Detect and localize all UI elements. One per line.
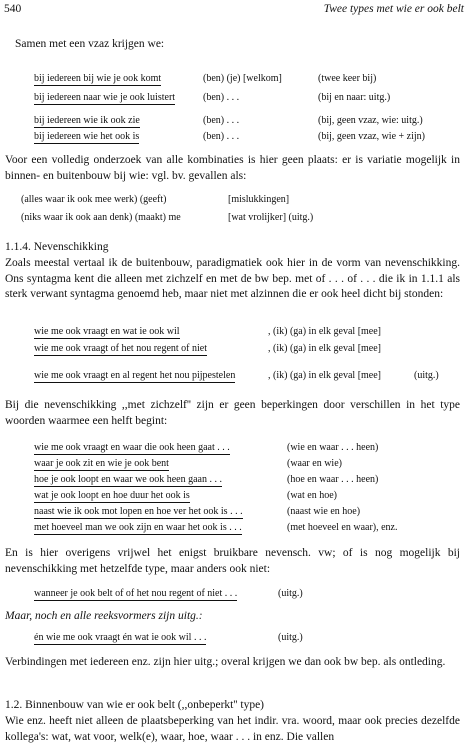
example-line [34, 92, 175, 104]
example-line [34, 370, 235, 382]
example-line [34, 506, 243, 518]
example-phrase: naast wie ik ook mot lopen en hoe ver het ook is . . . [34, 506, 243, 517]
example-phrase: wie me ook vraagt en al regent het nou pijpestelen [34, 370, 236, 381]
section-heading: 1.1.4. Nevenschikking [5, 241, 109, 253]
example-note: (bij en naar: uitg.) [318, 92, 391, 103]
example-line [34, 131, 139, 143]
example-note: (waar en wie) [287, 458, 342, 469]
example-line [34, 522, 242, 534]
example-note: (naast wie en hoe) [287, 506, 361, 517]
page-header [4, 3, 464, 17]
example-line [34, 442, 230, 454]
example-rest: , (ik) (ga) in elk geval [mee] [268, 326, 382, 337]
paragraph: Bij die nevenschikking ,,met zichzelf'' zijn er geen beperkingen door verschillen in het type woorden waarmee een helft begint: [5, 399, 460, 427]
example-note: (bij, geen vzaz, wie + zijn) [318, 131, 425, 142]
section-heading: 1.2. Binnenbouw van wie er ook belt (,,onbeperkt'' type) [5, 699, 264, 711]
example-note: (wat en hoe) [287, 490, 337, 501]
example-line [34, 115, 140, 127]
example-line [34, 490, 190, 502]
example-phrase: wie me ook vraagt en wat ie ook wil [34, 326, 180, 337]
example-phrase: waar je ook zit en wie je ook bent [34, 458, 169, 469]
example-note: (wie en waar . . . heen) [287, 442, 379, 453]
example-note: (uitg.) [278, 632, 303, 643]
example-line [34, 458, 169, 470]
example-line [34, 474, 222, 486]
example-note: [mislukkingen] [228, 194, 290, 205]
example-rest: , (ik) (ga) in elk geval [mee] [268, 370, 382, 381]
paragraph: Voor een volledig onderzoek van alle kombinaties is hier geen plaats: er is variatie mogelijk in binnen- en buitenbouw bij wie: vgl. bv. gevallen als: [5, 154, 460, 182]
example-phrase: bij iedereen wie het ook is [34, 131, 140, 142]
example-phrase: wie me ook vraagt en waar die ook heen gaat . . . [34, 442, 230, 453]
example-phrase: met hoeveel man we ook zijn en waar het ook is . . . [34, 522, 242, 533]
paragraph: En is hier overigens vrijwel het enigst bruikbare nevensch. vw; of is nog mogelijk bij nevenschikking met hetzelfde type, maar anders ook niet: [5, 547, 460, 575]
example-phrase: bij iedereen wie ik ook zie [34, 115, 140, 126]
example-analysis: (ben) . . . [203, 131, 240, 142]
example-line [34, 326, 180, 338]
page-number: 540 [4, 3, 22, 15]
example-line [34, 343, 207, 355]
example-note: [wat vrolijker] (uitg.) [228, 212, 314, 223]
paragraph: Verbindingen met iedereen enz. zijn hier uitg.; overal krijgen we dan ook bw bep. als ontleding. [5, 656, 446, 668]
example-note: (twee keer bij) [318, 73, 377, 84]
example-note: (uitg.) [278, 588, 303, 599]
example-note: (bij, geen vzaz, wie: uitg.) [318, 115, 423, 126]
example-phrase: wanneer je ook belt of of het nou regent of niet . . . [34, 588, 238, 599]
example-line: (alles waar ik ook mee werk) (geeft) [21, 194, 167, 205]
example-rest: , (ik) (ga) in elk geval [mee] [268, 343, 382, 354]
paragraph: Maar, noch en alle reeksvormers zijn uitg.: [5, 610, 203, 622]
example-phrase: én wie me ook vraagt én wat ie ook wil . . . [34, 632, 207, 643]
intro-line: Samen met een vzaz krijgen we: [15, 38, 165, 50]
example-note: (uitg.) [414, 370, 439, 381]
paragraph: Wie enz. heeft niet alleen de plaatsbeperking van het indir. vra. woord, maar ook precies dezelfde kollega's: wat, wat voor, welk(e), waar, hoe, waar . . . in enz. Die vallen [5, 715, 460, 743]
example-line: (niks waar ik ook aan denk) (maakt) me [21, 212, 181, 223]
example-note: (hoe en waar . . . heen) [287, 474, 379, 485]
example-line [34, 73, 161, 85]
example-analysis: (ben) . . . [203, 115, 240, 126]
example-phrase: wat je ook loopt en hoe duur het ook is [34, 490, 190, 501]
example-line [34, 632, 206, 644]
example-analysis: (ben) . . . [203, 92, 240, 103]
running-title: Twee types met wie er ook belt [323, 3, 464, 15]
example-phrase: wie me ook vraagt of het nou regent of niet [34, 343, 207, 354]
example-note: (met hoeveel en waar), enz. [287, 522, 398, 533]
example-phrase: bij iedereen naar wie je ook luistert [34, 92, 176, 103]
example-line [34, 588, 237, 600]
paragraph: Zoals meestal vertaal ik de buitenbouw, paradigmatiek ook hier in de vorm van nevenschikking. Ons syntagma kent die alleen met zichzelf en met de bw bep. met of . . . of . . . die ik in 1.1.1 als sterk verwant syntagma genoemd heb, maar niet met alzinnen die er ook heel dicht bij stonden: [5, 257, 460, 300]
example-phrase: hoe je ook loopt en waar we ook heen gaan . . . [34, 474, 222, 485]
example-analysis: (ben) (je) [welkom] [203, 73, 282, 84]
example-phrase: bij iedereen bij wie je ook komt [34, 73, 162, 84]
